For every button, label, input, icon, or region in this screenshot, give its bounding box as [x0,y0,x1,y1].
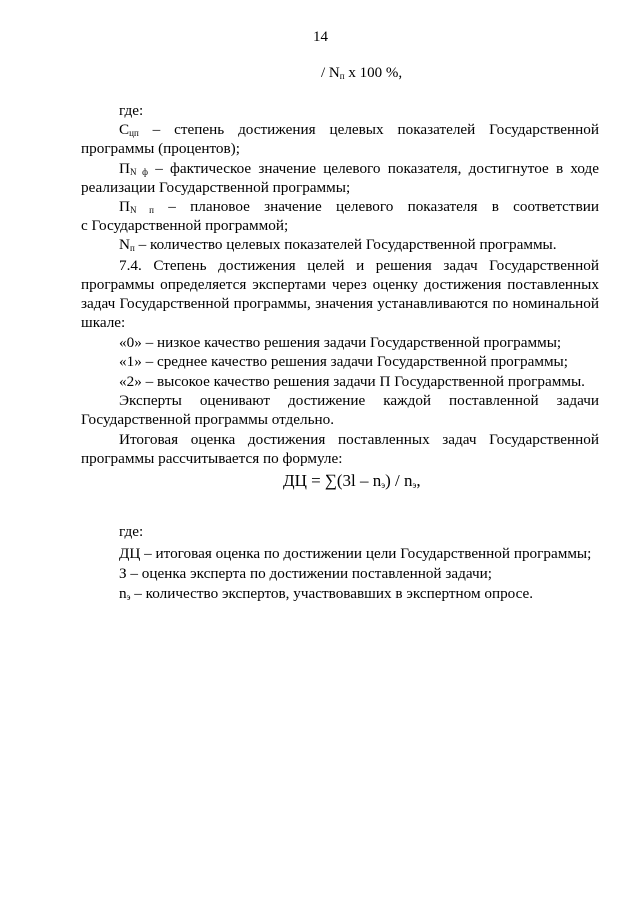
final-line: программы рассчитывается по формуле: [81,450,343,467]
experts-line: Эксперты оценивают достижение каждой поставленной задачи [119,392,599,409]
symbol: П [119,160,130,177]
definition-pn-cont: с Государственной программой; [81,217,289,234]
top-formula-part: / N [321,65,340,81]
definition-text: – количество экспертов, участвовавших в экспертном опросе. [130,585,534,602]
symbol: n [119,585,127,602]
experts-line: Государственной программы отдельно. [81,411,335,428]
dc-formula [283,471,421,511]
scale-item: «2» – высокое качество решения задачи П Государственной программы. [119,373,585,390]
symbol-sub: N п [129,205,154,215]
formula-lhs: ДЦ = [283,471,321,490]
section-7-4-line: шкале: [81,314,126,331]
formula-sub: э [381,480,386,490]
definition-text: – степень достижения целевых показателей Государственной [152,121,600,138]
definition-text: – фактическое значение целевого показателя, достигнутое в ходе [155,160,599,177]
top-formula [321,65,402,82]
definition-pf [119,159,599,178]
formula-body: ) / n [385,471,413,490]
scale-item: «1» – среднее качество решения задачи Государственной программы; [119,353,568,370]
where-label: где: [119,102,144,119]
section-7-4-line: программы определяется экспертами через оценку достижения поставленных [81,276,599,293]
symbol-sub: N ф [129,167,148,177]
where-label: где: [119,523,144,540]
sigma-symbol: ∑ [324,471,337,490]
definition-dc: ДЦ – итоговая оценка по достижении цели Государственной программы; [119,545,592,562]
definition-text: – количество целевых показателей Государственной программы. [138,236,557,253]
symbol-sub: цп [129,128,139,138]
symbol: П [119,198,130,215]
section-7-4-line: 7.4. Степень достижения целей и решения задач Государственной [119,257,599,274]
symbol: С [119,121,130,138]
scale-item: «0» – низкое качество решения задачи Государственной программы; [119,334,562,351]
definition-pn [119,197,599,216]
top-formula-part: x 100 %, [344,65,403,81]
top-formula-sub: п [339,71,345,81]
definition-c-cont: программы (процентов); [81,140,240,157]
definition-ne [119,584,599,603]
symbol: N [119,236,130,253]
symbol-sub: п [129,243,135,253]
final-line: Итоговая оценка достижения поставленных задач Государственной [119,431,599,448]
definition-pf-cont: реализации Государственной программы; [81,179,351,196]
page-number: 14 [313,29,328,45]
formula-body: (3l – n [336,471,382,490]
symbol-sub: э [126,592,131,602]
formula-end: , [416,471,421,490]
definition-text: – плановое значение целевого показателя в соответствии [168,198,599,215]
formula-sub: э [412,480,417,490]
section-7-4-line: задач Государственной программы, значения устанавливаются по номинальной [81,295,599,312]
definition-z: З – оценка эксперта по достижении поставленной задачи; [119,565,492,582]
definition-c [119,120,599,139]
definition-n [119,235,599,254]
